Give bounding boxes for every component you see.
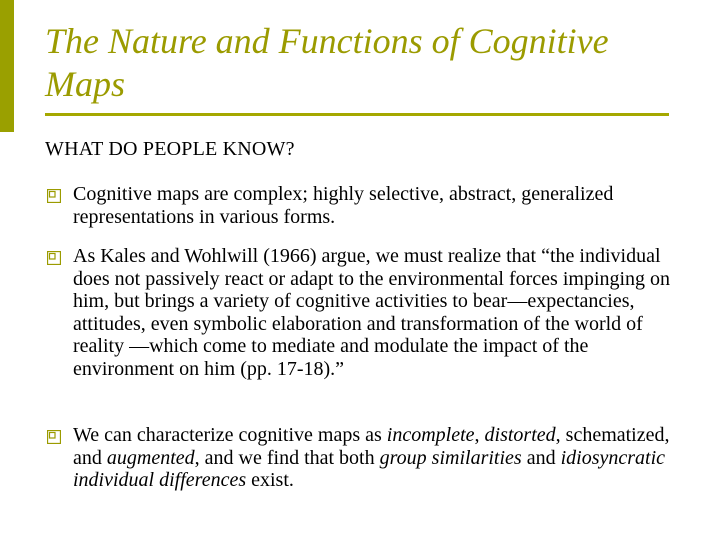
- bullet-segment: As Kales and Wohlwill (1966) argue, we must realize that “the individual does not passively react or adapt to the environmental forces impinging on him, but brings a variety of cognitive activities to bear—expectancies, attitudes, even symbolic elaboration and transformation of the world of reality —which come to mediate and modulate the impact of the environment on him (pp. 17-18).”: [73, 245, 671, 380]
- bullet-segment: We can characterize cognitive maps as: [73, 424, 387, 446]
- bullet-segment: ,: [474, 424, 485, 446]
- bullet-segment: and: [521, 446, 561, 469]
- accent-bar: [0, 0, 14, 132]
- title-underline: [45, 113, 669, 116]
- bullet-emphasis: incomplete: [386, 424, 475, 446]
- bullet-text: [73, 183, 693, 228]
- bullet-segment: , and we find that both: [194, 446, 380, 469]
- square-bullet-icon: [47, 430, 61, 444]
- bullet-segment: exist.: [246, 469, 294, 492]
- bullet-segment: , schematized, and: [73, 424, 670, 469]
- bullet-emphasis: idiosyncratic individual differences: [73, 446, 666, 492]
- bullet-segment: Cognitive maps are complex; highly selective, abstract, generalized representations in various forms.: [73, 183, 614, 228]
- slide-title: The Nature and Functions of Cognitive Maps: [45, 21, 609, 104]
- square-bullet-icon: [47, 251, 61, 265]
- bullet-emphasis: augmented: [106, 446, 195, 469]
- bullet-text: [73, 245, 693, 381]
- slide-subheading: WHAT DO PEOPLE KNOW?: [45, 138, 295, 160]
- bullet-text: [73, 424, 693, 492]
- bullet-emphasis: group similarities: [379, 446, 522, 469]
- square-bullet-icon: [47, 189, 61, 203]
- bullet-emphasis: distorted: [484, 424, 556, 446]
